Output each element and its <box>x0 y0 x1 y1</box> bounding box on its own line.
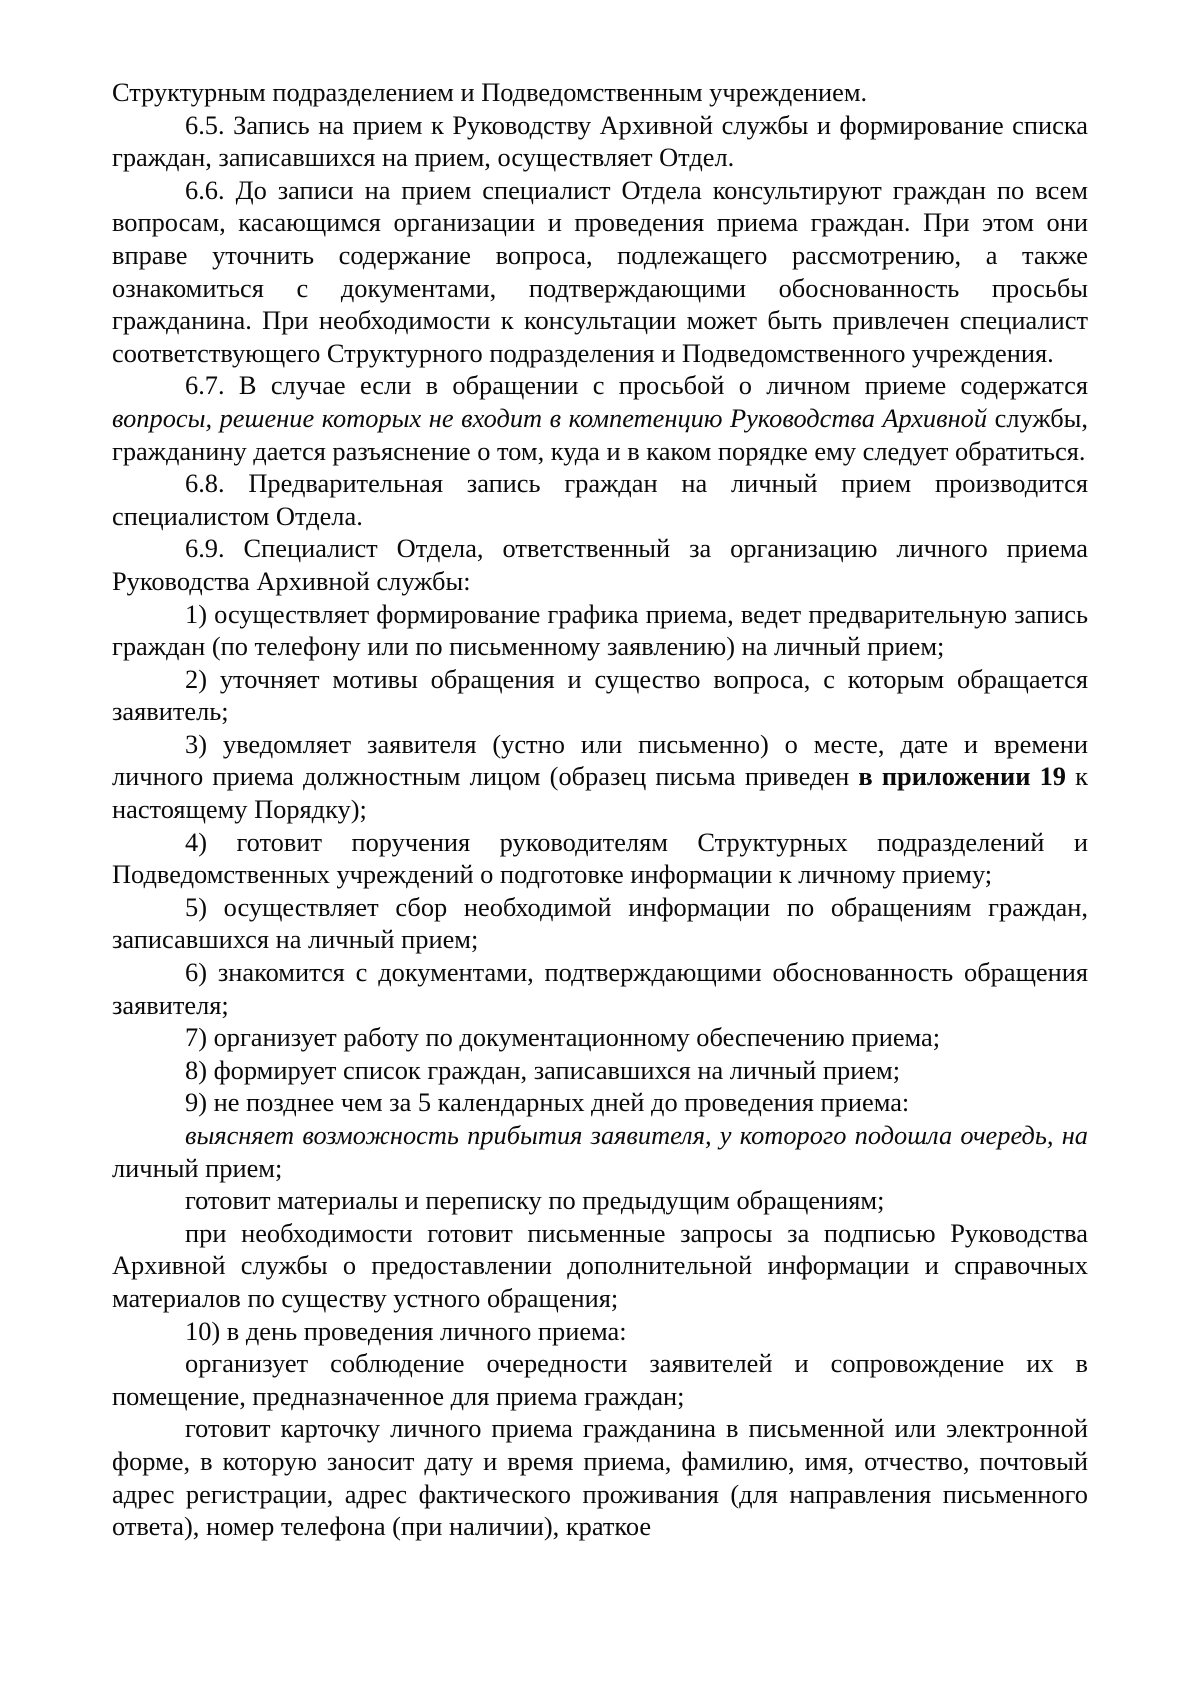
document-page <box>112 76 1088 1543</box>
list-item-4: 4) готовит поручения руководителям Структурных подразделений и Подведомственных учреждений о подготовке информации к личному приему; <box>112 826 1088 890</box>
paragraph-6-9: 6.9. Специалист Отдела, ответственный за организацию личного приема Руководства Архивной службы: <box>112 533 1088 596</box>
list-item-10-b: готовит карточку личного приема гражданина в письменной или электронной форме, в которую заносит дату и время приема, фамилию, имя, отчество, почтовый адрес регистрации, адрес фактического проживания (для направления письменного ответа), номер телефона (при наличии), краткое <box>112 1413 1088 1542</box>
paragraph-6-7-start: 6.7. В случае если в обращении с просьбой о личном приеме содержатся <box>185 370 1088 401</box>
paragraph-6-7-end: службы, гражданину дается разъяснение о том, куда и в каком порядке ему следует обратиться. <box>112 402 1088 466</box>
list-item-9-b: готовит материалы и переписку по предыдущим обращениям; <box>185 1185 885 1216</box>
list-item-10: 10) в день проведения личного приема: <box>185 1315 627 1346</box>
list-item-7: 7) организует работу по документационному обеспечению приема; <box>185 1022 941 1053</box>
list-item-2: 2) уточняет мотивы обращения и существо вопроса, с которым обращается заявитель; <box>112 663 1088 727</box>
list-item-5: 5) осуществляет сбор необходимой информации по обращениям граждан, записавшихся на личный прием; <box>112 891 1088 955</box>
paragraph-continuation: Структурным подразделением и Подведомственным учреждением. <box>112 77 868 107</box>
paragraph-6-8: 6.8. Предварительная запись граждан на личный прием производится специалистом Отдела. <box>112 468 1088 531</box>
list-item-1: 1) осуществляет формирование графика приема, ведет предварительную запись граждан (по телефону или по письменному заявлению) на личный прием; <box>112 598 1088 662</box>
list-item-3-end: к настоящему Порядку); <box>112 761 1088 825</box>
list-item-9-a <box>112 1119 1088 1184</box>
list-item-10-a: организует соблюдение очередности заявителей и сопровождение их в помещение, предназначенное для приема граждан; <box>112 1348 1088 1411</box>
paragraph-6-7 <box>112 369 1088 467</box>
paragraph-6-5: 6.5. Запись на прием к Руководству Архивной службы и формирование списка граждан, записавшихся на прием, осуществляет Отдел. <box>112 109 1088 173</box>
list-item-6: 6) знакомится с документами, подтверждающими обоснованность обращения заявителя; <box>112 957 1088 1020</box>
list-item-9-c: при необходимости готовит письменные запросы за подписью Руководства Архивной службы о предоставлении дополнительной информации и справочных материалов по существу устного обращения; <box>112 1217 1088 1313</box>
appendix-reference: в приложении 19 <box>858 761 1066 792</box>
list-item-3-start: 3) уведомляет заявителя (устно или письменно) о месте, дате и времени личного приема должностным лицом (образец письма приведен <box>112 728 1088 792</box>
paragraph-6-6: 6.6. До записи на прием специалист Отдела консультируют граждан по всем вопросам, касающимся организации и проведения приема граждан. При этом они вправе уточнить содержание вопроса, подлежащего рассмотрению, а также ознакомиться с документами, подтверждающими обоснованность просьбы гражданина. При необходимости к консультации может быть привлечен специалист соответствующего Структурного подразделения и Подведомственного учреждения. <box>112 174 1088 368</box>
list-item-9: 9) не позднее чем за 5 календарных дней до проведения приема: <box>185 1087 910 1118</box>
paragraph-6-7-italic: вопросы, решение которых не входит в компетенцию Руководства Архивной <box>112 402 988 433</box>
list-item-9-a-end: личный прием; <box>112 1152 283 1183</box>
list-item-3 <box>112 728 1088 826</box>
list-item-8: 8) формирует список граждан, записавшихся на личный прием; <box>185 1054 901 1085</box>
list-item-9-a-italic: выясняет возможность прибытия заявителя, у которого подошла очередь, на <box>185 1120 1088 1150</box>
